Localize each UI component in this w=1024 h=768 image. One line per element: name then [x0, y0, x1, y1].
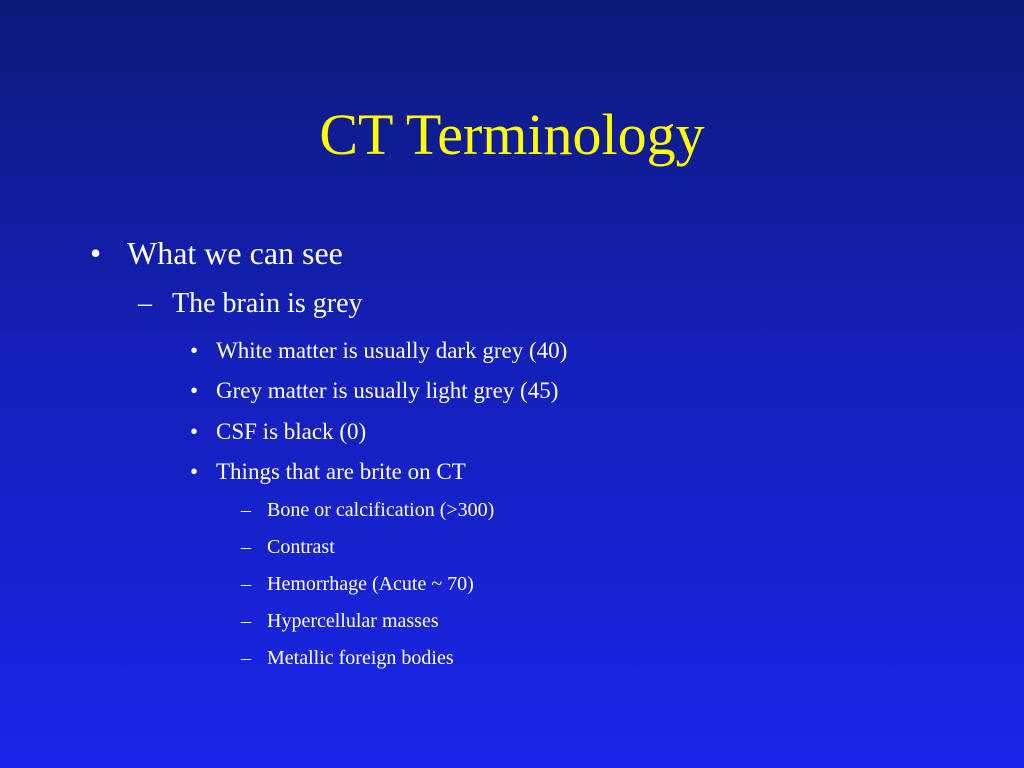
bullet-text: Hypercellular masses	[267, 610, 439, 632]
bullet-metallic-foreign-bodies	[241, 645, 454, 671]
bullet-marker: •	[190, 459, 199, 484]
dash-marker: –	[241, 610, 251, 632]
dash-marker: –	[241, 573, 251, 595]
dash-marker: –	[241, 499, 251, 521]
bullet-text: White matter is usually dark grey (40)	[216, 338, 568, 363]
bullet-contrast	[241, 534, 335, 560]
dash-marker: –	[241, 647, 251, 669]
bullet-hemorrhage	[241, 571, 474, 597]
bullet-hypercellular-masses	[241, 608, 439, 634]
bullet-csf	[190, 417, 367, 447]
bullet-grey-matter	[190, 376, 559, 406]
bullet-text: Things that are brite on CT	[216, 459, 466, 484]
bullet-marker: •	[190, 378, 199, 403]
bullet-text: What we can see	[127, 235, 343, 271]
bullet-marker: •	[90, 235, 102, 271]
bullet-brain-is-grey	[138, 287, 363, 321]
slide-title: CT Terminology	[319, 102, 705, 167]
bullet-text: Hemorrhage (Acute ~ 70)	[267, 573, 474, 595]
bullet-text: The brain is grey	[172, 288, 363, 319]
bullet-text: Contrast	[267, 536, 335, 558]
bullet-text: Grey matter is usually light grey (45)	[216, 378, 559, 403]
bullet-marker: •	[190, 338, 199, 363]
bullet-bone-calcification	[241, 497, 495, 523]
bullet-what-we-can-see	[90, 233, 343, 273]
dash-marker: –	[241, 536, 251, 558]
bullet-brite-on-ct	[190, 457, 466, 487]
bullet-text: Metallic foreign bodies	[267, 647, 454, 669]
bullet-text: Bone or calcification (>300)	[267, 499, 495, 521]
bullet-white-matter	[190, 336, 568, 366]
bullet-text: CSF is black (0)	[216, 419, 367, 444]
dash-marker: –	[138, 288, 152, 319]
bullet-marker: •	[190, 419, 199, 444]
